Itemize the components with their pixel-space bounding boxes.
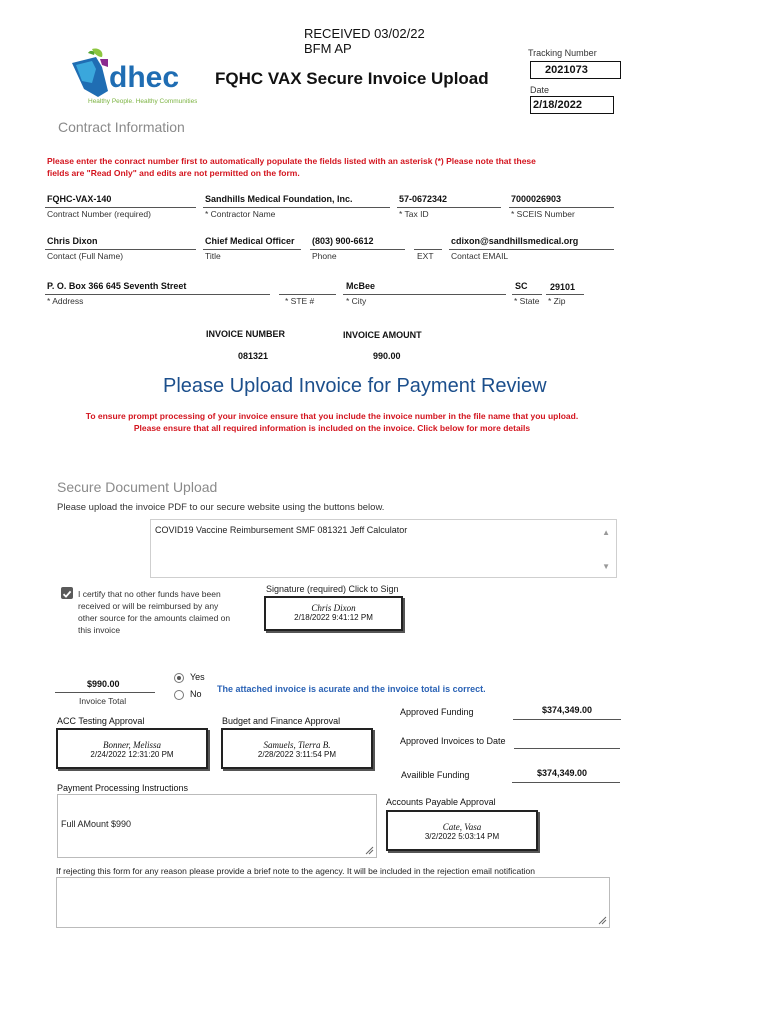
no-label: No: [190, 689, 202, 699]
dhec-logo-icon: [62, 45, 197, 107]
phone-underline: [310, 249, 405, 250]
accounts-payable-name: Cate, Vasa: [442, 822, 482, 832]
received-date: RECEIVED 03/02/22: [304, 26, 425, 41]
contract-info-heading: Contract Information: [58, 119, 185, 135]
payment-processing-line1: Full AMount $990: [61, 819, 132, 829]
signature-label: Signature (required) Click to Sign: [266, 584, 399, 594]
checkmark-icon: [61, 588, 73, 600]
accounts-payable-date: 3/2/2022 5:03:14 PM: [424, 832, 500, 841]
tracking-number-label: Tracking Number: [528, 48, 597, 58]
certify-text-line4: this invoice: [78, 625, 121, 635]
approved-funding-field[interactable]: $374,349.00: [542, 705, 593, 715]
resize-grip-icon[interactable]: [364, 845, 374, 855]
uploaded-file-name: COVID19 Vaccine Reimbursement SMF 081321 Jeff Calculator: [155, 525, 408, 535]
certify-checkbox[interactable]: [61, 587, 73, 599]
invoice-number-label: INVOICE NUMBER: [206, 329, 286, 339]
address-label: * Address: [47, 296, 84, 306]
sceis-number-label: * SCEIS Number: [511, 209, 575, 219]
acc-testing-date: 2/24/2022 12:31:20 PM: [90, 750, 174, 759]
upload-instructions: Please upload the invoice PDF to our secure website using the buttons below.: [57, 502, 385, 513]
available-funding-underline: [512, 782, 620, 783]
contract-note: [47, 155, 627, 179]
zip-field[interactable]: 29101: [550, 282, 576, 292]
upload-heading: Please Upload Invoice for Payment Review: [163, 375, 547, 397]
acc-testing-name: Bonner, Melissa: [103, 740, 161, 750]
approved-funding-label: Approved Funding: [400, 707, 474, 717]
tax-id-underline: [397, 207, 501, 208]
date-label: Date: [530, 85, 550, 95]
title-field[interactable]: Chief Medical Officer: [205, 236, 295, 246]
state-underline: [512, 294, 542, 295]
tracking-number-field[interactable]: 2021073: [530, 61, 621, 79]
signature-date: 2/18/2022 9:41:12 PM: [294, 613, 373, 622]
contact-email-field[interactable]: cdixon@sandhillsmedical.org: [451, 236, 579, 246]
payment-processing-spacer: [61, 852, 315, 862]
phone-label: Phone: [312, 251, 337, 261]
contact-name-underline: [45, 249, 196, 250]
ste-label: * STE #: [285, 296, 315, 306]
ext-underline[interactable]: [414, 249, 442, 250]
svg-text:dhec: dhec: [109, 61, 180, 94]
invoice-amount-label: INVOICE AMOUNT: [343, 330, 422, 340]
contractor-name-field[interactable]: Sandhills Medical Foundation, Inc.: [205, 194, 353, 204]
received-dept: BFM AP: [304, 41, 352, 56]
acc-testing-signature[interactable]: [56, 728, 208, 769]
certify-text-line2: received or will be reimbursed by any: [78, 601, 219, 611]
accounts-payable-signature[interactable]: [386, 810, 538, 851]
signature-name: Chris Dixon: [311, 603, 356, 613]
zip-underline: [546, 294, 584, 295]
payment-processing-field[interactable]: [57, 794, 377, 858]
contractor-name-underline: [203, 207, 390, 208]
address-underline: [45, 294, 270, 295]
contact-name-label: Contact (Full Name): [47, 251, 124, 261]
svg-text:Healthy People. Healthy Commun: Healthy People. Healthy Communities.: [88, 98, 197, 105]
certify-text: [78, 588, 230, 636]
ext-label: EXT: [417, 251, 434, 261]
state-label: * State: [514, 296, 540, 306]
budget-finance-signature[interactable]: [221, 728, 373, 769]
acc-testing-label: ACC Testing Approval: [57, 716, 145, 726]
upload-note: [52, 410, 612, 434]
budget-finance-date: 2/28/2022 3:11:54 PM: [257, 750, 337, 759]
address-field[interactable]: P. O. Box 366 645 Seventh Street: [47, 281, 187, 291]
ste-underline[interactable]: [279, 294, 336, 295]
approved-funding-underline: [513, 719, 621, 720]
title-label: Title: [205, 251, 221, 261]
rejection-label: If rejecting this form for any reason please provide a brief note to the agency. It will be included in the rejection email notification: [56, 866, 535, 876]
tax-id-field[interactable]: 57-0672342: [399, 194, 448, 204]
approved-invoices-underline[interactable]: [514, 748, 620, 749]
resize-grip-icon[interactable]: [597, 915, 607, 925]
date-field[interactable]: 2/18/2022: [530, 96, 614, 114]
no-radio[interactable]: [174, 690, 184, 700]
contract-number-field[interactable]: FQHC-VAX-140: [47, 194, 112, 204]
invoice-number-field[interactable]: 081321: [238, 351, 269, 361]
contact-email-label: Contact EMAIL: [451, 251, 509, 261]
contract-note-line1: Please enter the conract number first to automatically populate the fields listed with an asterisk (*) Please note that these: [47, 156, 536, 166]
available-funding-field[interactable]: $374,349.00: [537, 768, 588, 778]
contract-note-line2: fields are "Read Only" and edits are not permitted on the form.: [47, 168, 300, 178]
contract-number-label: Contract Number (required): [47, 209, 151, 219]
invoice-total-underline: [55, 692, 155, 693]
invoice-total-field[interactable]: $990.00: [87, 679, 120, 689]
tax-id-label: * Tax ID: [399, 209, 429, 219]
yes-label: Yes: [190, 672, 205, 682]
accounts-payable-label: Accounts Payable Approval: [386, 797, 496, 807]
certify-text-line3: other source for the amounts claimed on: [78, 613, 231, 623]
sceis-number-underline: [509, 207, 614, 208]
contract-number-underline: [45, 207, 196, 208]
payment-processing-label: Payment Processing Instructions: [57, 783, 189, 793]
city-field[interactable]: McBee: [346, 281, 376, 291]
scroll-up-icon[interactable]: ▲: [602, 528, 610, 537]
accuracy-statement: The attached invoice is acurate and the invoice total is correct.: [217, 684, 486, 694]
phone-field[interactable]: (803) 900-6612: [312, 236, 374, 246]
yes-radio[interactable]: [174, 673, 184, 683]
approved-invoices-label: Approved Invoices to Date: [400, 736, 506, 746]
contact-email-underline: [449, 249, 614, 250]
signature-box[interactable]: [264, 596, 403, 631]
secure-upload-heading: Secure Document Upload: [57, 479, 218, 495]
budget-finance-label: Budget and Finance Approval: [222, 716, 341, 726]
form-title: FQHC VAX Secure Invoice Upload: [215, 69, 489, 88]
dhec-logo: [62, 45, 197, 107]
budget-finance-name: Samuels, Tierra B.: [263, 740, 331, 750]
sceis-number-field[interactable]: 7000026903: [511, 194, 562, 204]
available-funding-label: Availible Funding: [401, 770, 470, 780]
rejection-note-field[interactable]: [56, 877, 610, 928]
contractor-name-label: * Contractor Name: [205, 209, 276, 219]
zip-label: * Zip: [548, 296, 566, 306]
contact-name-field[interactable]: Chris Dixon: [47, 236, 98, 246]
uploaded-file-field[interactable]: [150, 519, 617, 578]
received-stamp: [304, 26, 425, 56]
state-field[interactable]: SC: [515, 281, 528, 291]
upload-note-line1: To ensure prompt processing of your invoice ensure that you include the invoice number in the file name that you upload.: [85, 411, 579, 421]
upload-note-line2: Please ensure that all required information is included on the invoice. Click below for more details: [133, 423, 531, 433]
title-underline: [203, 249, 301, 250]
city-label: * City: [346, 296, 367, 306]
invoice-total-label: Invoice Total: [79, 696, 127, 706]
scroll-down-icon[interactable]: ▼: [602, 562, 610, 571]
certify-text-line1: I certify that no other funds have been: [78, 589, 221, 599]
invoice-amount-field[interactable]: 990.00: [373, 351, 401, 361]
city-underline: [343, 294, 506, 295]
